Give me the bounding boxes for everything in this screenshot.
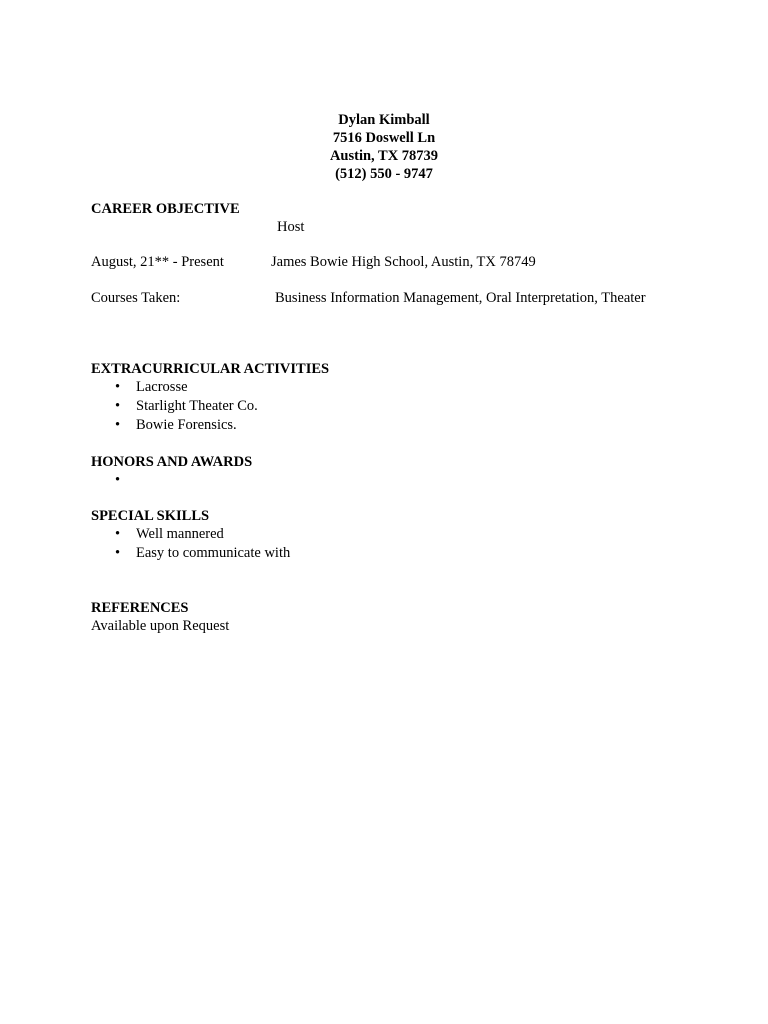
extracurricular-heading: EXTRACURRICULAR ACTIVITIES: [91, 361, 330, 377]
list-item: • Well mannered: [115, 526, 224, 542]
bullet-icon: •: [115, 379, 121, 395]
references-value: Available upon Request: [91, 618, 230, 634]
special-skills-list: [91, 525, 290, 563]
bullet-icon: •: [115, 417, 121, 433]
street-address: 7516 Doswell Ln: [332, 130, 436, 146]
phone-number: (512) 550 - 9747: [335, 166, 433, 182]
list-item: • Bowie Forensics.: [115, 417, 237, 433]
school-name: James Bowie High School, Austin, TX 78749: [271, 254, 536, 270]
city-state-zip: Austin, TX 78739: [329, 148, 439, 164]
career-objective-value: Host: [277, 219, 305, 235]
honors-list: [91, 471, 136, 490]
extracurricular-list: [91, 378, 258, 435]
courses-value: Business Information Management, Oral Interpretation, Theater: [275, 290, 646, 306]
courses-label: Courses Taken:: [91, 290, 181, 306]
special-skills-heading: SPECIAL SKILLS: [91, 508, 210, 524]
career-objective-heading: CAREER OBJECTIVE: [91, 201, 240, 217]
education-dates: August, 21** - Present: [91, 254, 224, 270]
references-heading: REFERENCES: [91, 600, 189, 616]
list-item: • Starlight Theater Co.: [115, 398, 258, 414]
bullet-icon: •: [115, 472, 121, 488]
list-item: [91, 471, 136, 490]
honors-heading: HONORS AND AWARDS: [91, 454, 253, 470]
bullet-icon: •: [115, 545, 121, 561]
applicant-name: Dylan Kimball: [338, 112, 430, 128]
bullet-icon: •: [115, 526, 121, 542]
list-item: • Easy to communicate with: [115, 545, 291, 561]
bullet-icon: •: [115, 398, 121, 414]
contact-header: [0, 111, 768, 183]
list-item: • Lacrosse: [115, 379, 188, 395]
